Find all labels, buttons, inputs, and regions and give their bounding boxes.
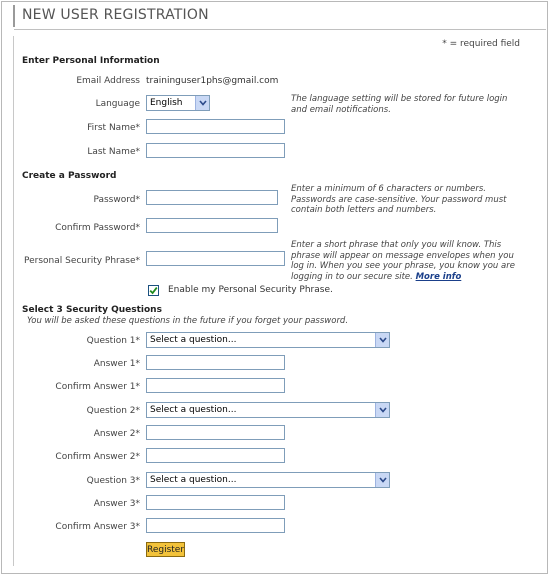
confirm-answer2-label: Confirm Answer 2* bbox=[55, 452, 140, 462]
security-phrase-note bbox=[291, 240, 521, 282]
question1-label: Question 1* bbox=[86, 336, 140, 346]
title-divider bbox=[14, 29, 546, 30]
confirm-answer1-input[interactable] bbox=[146, 378, 285, 393]
last-name-label: Last Name* bbox=[87, 147, 140, 157]
first-name-input[interactable] bbox=[146, 119, 285, 134]
answer3-label: Answer 3* bbox=[93, 499, 140, 509]
chevron-down-icon[interactable] bbox=[195, 96, 209, 110]
chevron-down-icon[interactable] bbox=[375, 473, 389, 487]
chevron-down-icon[interactable] bbox=[375, 333, 389, 347]
enable-phrase-checkbox[interactable] bbox=[148, 285, 159, 296]
page-title: NEW USER REGISTRATION bbox=[22, 7, 209, 23]
security-phrase-note-text: Enter a short phrase that only you will know. This phrase will appear on message envelopes when you log in. When you see your phrase, you know you are logging in to our secure site. bbox=[291, 240, 515, 282]
chevron-down-icon[interactable] bbox=[375, 403, 389, 417]
confirm-answer3-input[interactable] bbox=[146, 518, 285, 533]
password-note: Enter a minimum of 6 characters or numbers. Passwords are case-sensitive. Your password must contain both letters and numbers. bbox=[291, 184, 507, 215]
last-name-input[interactable] bbox=[146, 143, 285, 158]
answer3-input[interactable] bbox=[146, 495, 285, 510]
more-info-link[interactable]: More info bbox=[415, 271, 462, 282]
confirm-password-label: Confirm Password* bbox=[55, 223, 140, 233]
security-phrase-label: Personal Security Phrase* bbox=[23, 256, 140, 266]
enable-phrase-label: Enable my Personal Security Phrase. bbox=[168, 285, 333, 295]
password-label: Password* bbox=[93, 195, 140, 205]
security-phrase-input[interactable] bbox=[146, 251, 285, 266]
checkmark-icon bbox=[149, 286, 158, 295]
question1-selected-value: Select a question... bbox=[150, 335, 237, 345]
question1-select[interactable] bbox=[146, 332, 390, 348]
question3-selected-value: Select a question... bbox=[150, 475, 237, 485]
answer2-input[interactable] bbox=[146, 425, 285, 440]
security-subheading: You will be asked these questions in the future if you forget your password. bbox=[27, 316, 349, 326]
language-selected-value: English bbox=[150, 98, 183, 108]
title-accent-bar bbox=[13, 5, 15, 27]
email-label: Email Address bbox=[76, 76, 140, 86]
question2-select[interactable] bbox=[146, 402, 390, 418]
language-select[interactable] bbox=[146, 95, 210, 111]
register-button[interactable]: Register bbox=[146, 542, 185, 557]
confirm-answer1-label: Confirm Answer 1* bbox=[55, 382, 140, 392]
password-input[interactable] bbox=[146, 190, 278, 205]
section-heading-personal: Enter Personal Information bbox=[22, 56, 160, 66]
answer1-input[interactable] bbox=[146, 355, 285, 370]
confirm-password-input[interactable] bbox=[146, 218, 278, 233]
confirm-answer3-label: Confirm Answer 3* bbox=[55, 522, 140, 532]
language-note: The language setting will be stored for future login and email notifications. bbox=[291, 94, 508, 115]
answer1-label: Answer 1* bbox=[93, 359, 140, 369]
email-value: traininguser1phs@gmail.com bbox=[146, 76, 279, 86]
section-heading-security: Select 3 Security Questions bbox=[22, 305, 162, 315]
required-field-note: * = required field bbox=[442, 39, 520, 49]
question2-selected-value: Select a question... bbox=[150, 405, 237, 415]
language-label: Language bbox=[95, 99, 140, 109]
question3-label: Question 3* bbox=[86, 476, 140, 486]
question3-select[interactable] bbox=[146, 472, 390, 488]
answer2-label: Answer 2* bbox=[93, 429, 140, 439]
first-name-label: First Name* bbox=[87, 123, 140, 133]
section-heading-password: Create a Password bbox=[22, 171, 117, 181]
panel-left-rule bbox=[13, 36, 14, 566]
confirm-answer2-input[interactable] bbox=[146, 448, 285, 463]
question2-label: Question 2* bbox=[86, 406, 140, 416]
